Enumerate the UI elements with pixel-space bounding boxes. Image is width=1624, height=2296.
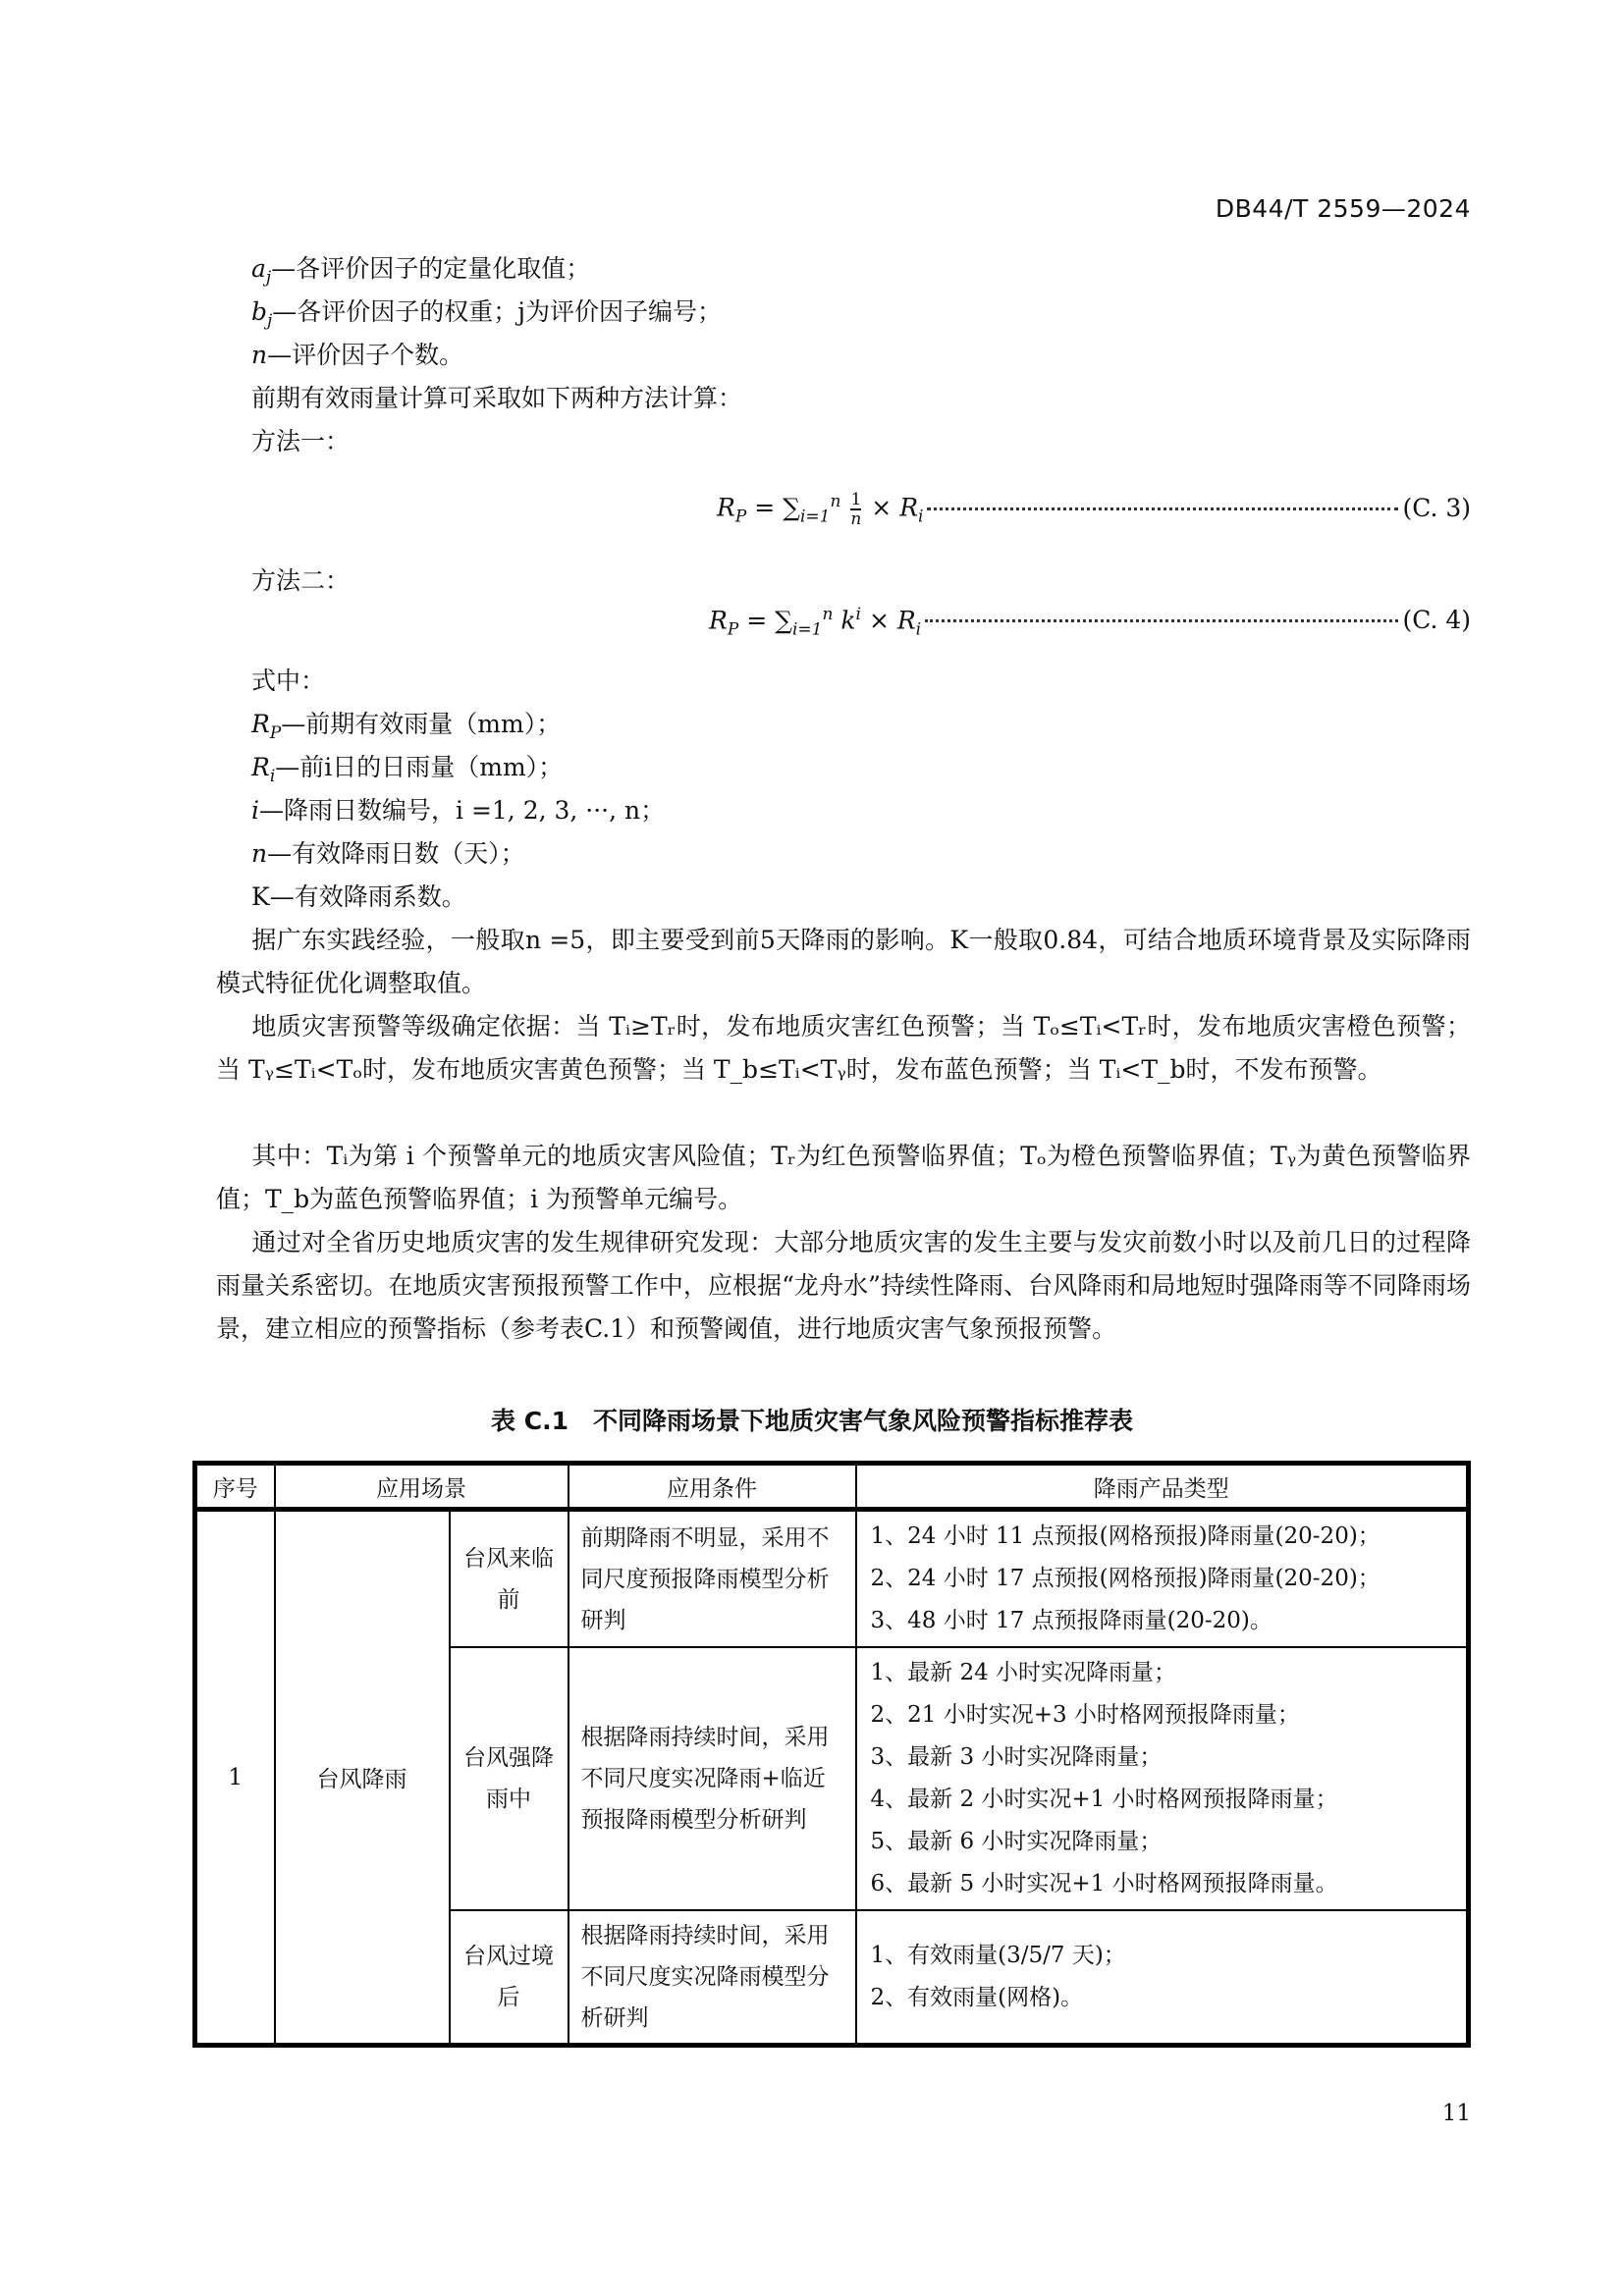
paragraph-warning-levels: 地质灾害预警等级确定依据：当 Tᵢ≥Tᵣ时，发布地质灾害红色预警；当 Tₒ≤Tᵢ<Tᵣ时，发布地质灾害橙色预警；当 Tᵧ≤Tᵢ<Tₒ时，发布地质灾害黄色预警；当 T_b≤Tᵢ<Tᵧ时，发布蓝色预警；当 Tᵢ<T_b时，不发布预警。 — [216, 1012, 1471, 1084]
sub-scene: 台风过境后 — [450, 1910, 568, 2046]
definition-n: n—评价因子个数。 — [251, 341, 464, 369]
where-label: 式中： — [251, 667, 326, 695]
table-row — [195, 1510, 1469, 1648]
product-item: 3、最新 3 小时实况降雨量； — [870, 1744, 1163, 1770]
product-list — [856, 1510, 1469, 1648]
product-item: 3、48 小时 17 点预报降雨量(20-20)。 — [870, 1608, 1272, 1633]
equation-number: (C. 3) — [1402, 493, 1471, 522]
product-item: 1、最新 24 小时实况降雨量； — [870, 1660, 1177, 1685]
leader-dots — [927, 507, 1398, 510]
symbol: $a_j$ — [251, 254, 272, 288]
header-condition: 应用条件 — [568, 1464, 856, 1510]
sub-scene: 台风来临前 — [450, 1510, 568, 1648]
paragraph-experience: 据广东实践经验，一般取n =5，即主要受到前5天降雨的影响。K一般取0.84，可结合地质环境背景及实际降雨模式特征优化调整取值。 — [216, 926, 1471, 997]
fraction: $\frac{1}{n}$ — [850, 490, 862, 529]
condition: 前期降雨不明显，采用不同尺度预报降雨模型分析研判 — [568, 1510, 856, 1648]
paragraph-definitions: 其中：Tᵢ为第 i 个预警单元的地质灾害风险值；Tᵣ为红色预警临界值；Tₒ为橙色预警临界值；Tᵧ为黄色预警临界值；T_b为蓝色预警临界值；i 为预警单元编号。 — [216, 1142, 1471, 1213]
definition-ri: $R_i—$前i日的日雨量（mm）； — [251, 753, 564, 786]
header-product-type: 降雨产品类型 — [856, 1464, 1469, 1510]
definition-aj: $a_j—$各评价因子的定量化取值； — [251, 254, 591, 288]
paragraph-research: 通过对全省历史地质灾害的发生规律研究发现：大部分地质灾害的发生主要与发灾前数小时以及前几日的过程降雨量关系密切。在地质灾害预报预警工作中，应根据“龙舟水”持续性降雨、台风降雨和局地短时强降雨等不同降雨场景，建立相应的预警指标（参考表C.1）和预警阈值，进行地质灾害气象预报预警。 — [216, 1228, 1471, 1343]
product-item: 2、有效雨量(网格)。 — [870, 1985, 1084, 2010]
product-item: 1、24 小时 11 点预报(网格预报)降雨量(20-20)； — [870, 1523, 1380, 1549]
equation-c3: $R_P = \sum_{i=1}^n$ $\frac{1}{n}$ × $R_i$ (C. 3) — [717, 490, 1471, 529]
product-item: 5、最新 6 小时实况降雨量； — [870, 1829, 1163, 1854]
sub-scene: 台风强降雨中 — [450, 1647, 568, 1910]
product-item: 6、最新 5 小时实况+1 小时格网预报降雨量。 — [870, 1871, 1338, 1896]
product-list — [856, 1647, 1469, 1910]
table-caption: 表 C.1 不同降雨场景下地质灾害气象风险预警指标推荐表 — [491, 1407, 1133, 1435]
definition-i: i—降雨日数编号，i =1, 2, 3, ···, n； — [251, 796, 666, 825]
condition: 根据降雨持续时间，采用不同尺度实况降雨模型分析研判 — [568, 1910, 856, 2046]
product-item: 1、有效雨量(3/5/7 天)； — [870, 1943, 1126, 1968]
header-scene: 应用场景 — [275, 1464, 568, 1510]
definition-k: K—有效降雨系数。 — [251, 882, 466, 911]
row-scene: 台风降雨 — [275, 1510, 450, 2046]
condition: 根据降雨持续时间，采用不同尺度实况降雨+临近预报降雨模型分析研判 — [568, 1647, 856, 1910]
definition-bj: $b_j—$各评价因子的权重；j为评价因子编号； — [251, 297, 723, 331]
definition-n-days: n—有效降雨日数（天）； — [251, 839, 525, 868]
symbol: $b_j$ — [251, 297, 273, 331]
method2-label: 方法二： — [251, 566, 351, 595]
product-list — [856, 1910, 1469, 2046]
leader-dots — [925, 619, 1398, 622]
product-item: 2、21 小时实况+3 小时格网预报降雨量； — [870, 1702, 1300, 1728]
table-header-row — [195, 1464, 1469, 1510]
definition-rp: $R_P—$前期有效雨量（mm）； — [251, 710, 562, 743]
page-number: 11 — [1441, 2101, 1471, 2126]
equation-c4: $R_P = \sum_{i=1}^n$ $k^i \times R_i$ (C. 4) — [709, 605, 1471, 640]
product-item: 4、最新 2 小时实况+1 小时格网预报降雨量； — [870, 1787, 1338, 1812]
header-index: 序号 — [195, 1464, 275, 1510]
warning-index-table — [192, 1461, 1471, 2048]
row-index: 1 — [195, 1510, 275, 2046]
document-number: DB44/T 2559—2024 — [1215, 194, 1471, 223]
method1-label: 方法一： — [251, 427, 351, 455]
equation-number: (C. 4) — [1402, 606, 1471, 635]
product-item: 2、24 小时 17 点预报(网格预报)降雨量(20-20)； — [870, 1566, 1380, 1591]
intro-line: 前期有效雨量计算可采取如下两种方法计算： — [251, 384, 743, 412]
